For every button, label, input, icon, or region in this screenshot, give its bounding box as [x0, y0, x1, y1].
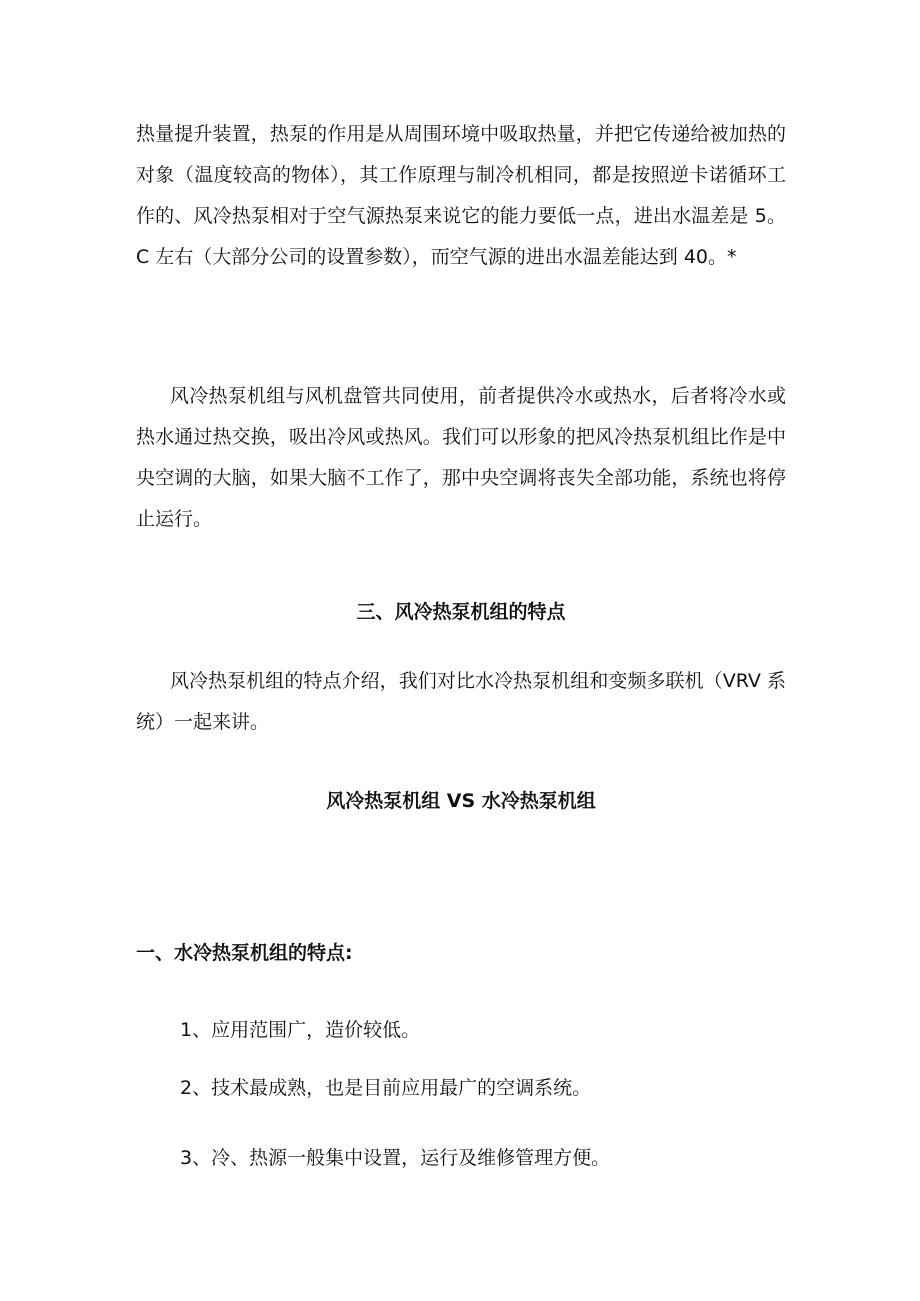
paragraph-fan-coil-usage: 风冷热泵机组与风机盘管共同使用，前者提供冷水或热水，后者将冷水或热水通过热交换，吸出冷风或热风。我们可以形象的把风冷热泵机组比作是中央空调的大脑，如果大脑不工作了，那中央空调将丧失全部功能，系统也将停止运行。	[136, 385, 786, 530]
list-item: 1、应用范围广，造价较低。	[180, 1019, 421, 1041]
section-heading: 三、风冷热泵机组的特点	[356, 601, 566, 623]
list-item: 2、技术最成熟，也是目前应用最广的空调系统。	[180, 1077, 592, 1099]
list-item: 3、冷、热源一般集中设置，运行及维修管理方便。	[180, 1147, 611, 1169]
comparison-heading: 风冷热泵机组 VS 水冷热泵机组	[326, 790, 596, 812]
paragraph-heat-pump-principle: 热量提升装置，热泵的作用是从周围环境中吸取热量，并把它传递给被加热的对象（温度较高的物体），其工作原理与制冷机相同，都是按照逆卡诺循环工作的、风冷热泵相对于空气源热泵来说它的能力要低一点，进出水温差是 5。C 左右（大部分公司的设置参数），而空气源的进出水温差能达到 40。*	[136, 123, 786, 268]
sub-heading-water-cooled: 一、水冷热泵机组的特点:	[136, 942, 353, 964]
paragraph-features-intro: 风冷热泵机组的特点介绍，我们对比水冷热泵机组和变频多联机（VRV 系统）一起来讲。	[136, 670, 786, 733]
